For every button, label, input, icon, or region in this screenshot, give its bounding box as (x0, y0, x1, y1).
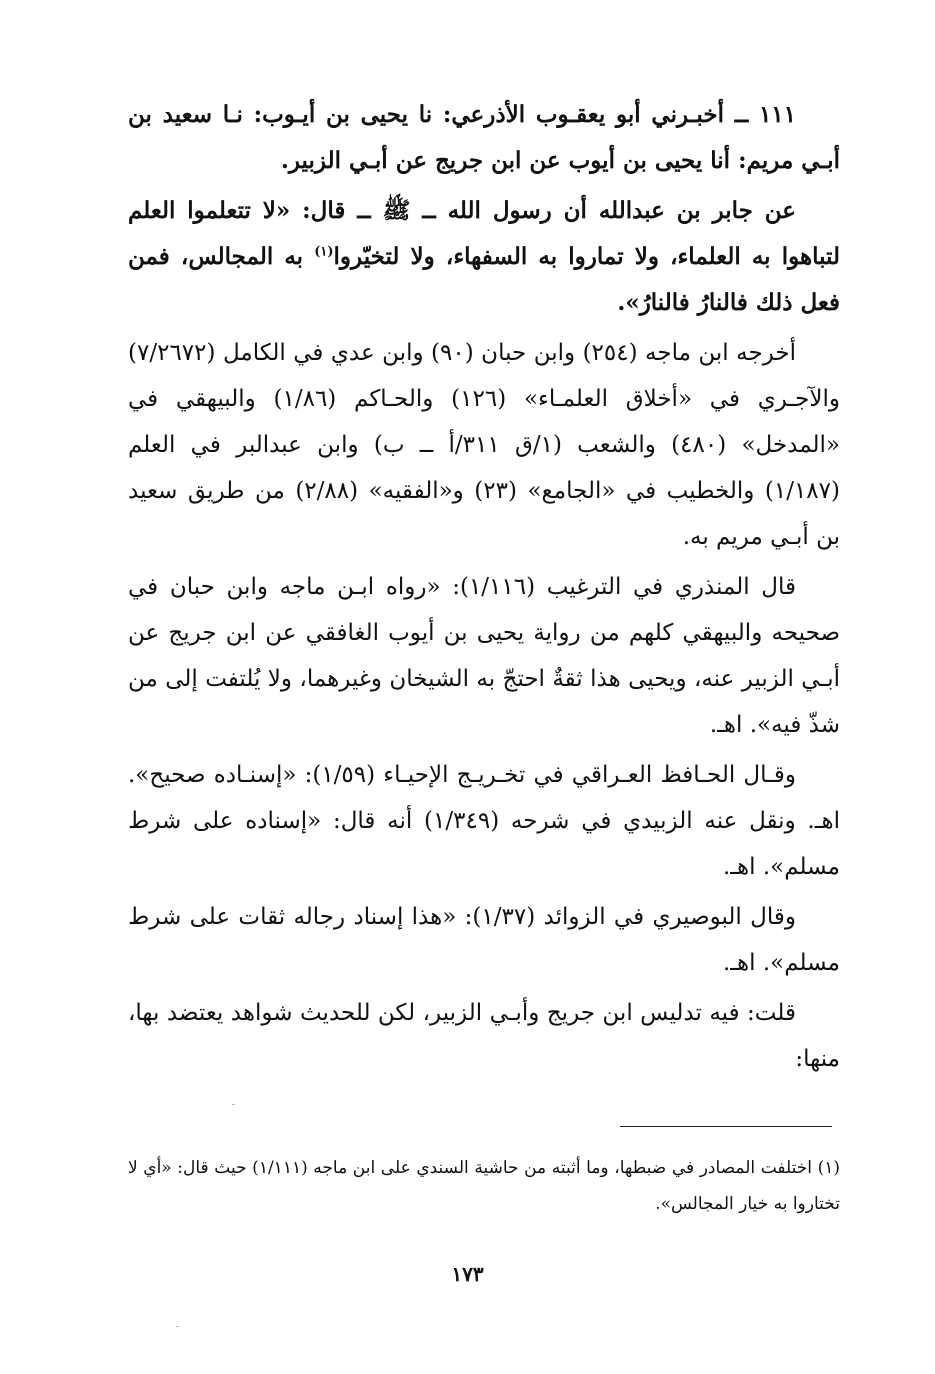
takhrij-paragraph: أخرجه ابن ماجه (٢٥٤) وابن حبان (٩٠) وابن عدي في الكامل (٧/٢٦٧٢) والآجـري في «أخلاق العلمـاء» (١٢٦) والحـاكم (١/٨٦) والبيهقي في «المدخل» (٤٨٠) والشعب (١/ق ٣١١/أ ــ ب) وابن عبدالبر في العلم (١/١٨٧) والخطيب في «الجامع» (٢٣) و«الفقيه» (٢/٨٨) من طريق سعيد بن أبـي مريم به. (128, 340, 840, 550)
hadith-matn-text-end: به المجالس، فمن فعل ذلك فالنارُ فالنارُ». (128, 243, 840, 316)
footnote-divider (620, 1126, 832, 1127)
page-number: ١٧٣ (451, 1262, 484, 1286)
hadith-matn-text: عن جابر بن عبدالله أن رسول الله ــ ﷺ ــ قال: «لا تتعلموا العلم لتباهوا به العلماء، ولا تماروا به السفهاء، ولا لتخيّروا (128, 197, 840, 270)
scan-speck (232, 1104, 235, 1105)
takhrij-paragraph: وقـال الحـافظ العـراقي في تخـريـج الإحيـاء (١/٥٩): «إسنـاده صحيح». اهـ. ونقل عنه الزبيدي في شرحه (١/٣٤٩) أنه قال: «إسناده على شرط مسلم». اهـ. (128, 762, 840, 880)
takhrij-paragraph: قلت: فيه تدليس ابن جريج وأبـي الزبير، لكن للحديث شواهد يعتضد بها، منها: (128, 1000, 840, 1072)
hadith-matn (128, 188, 840, 326)
hadith-isnad: ١١١ ــ أخبـرني أبو يعقـوب الأذرعي: نا يحيى بن أيـوب: نـا سعيد بن أبـي مريم: أنا يحيى بن أيوب عن ابن جريج عن أبـي الزبير. (128, 101, 840, 174)
takhrij-paragraph: قال المنذري في الترغيب (١/١١٦): «رواه ابـن ماجه وابن حبان في صحيحه والبيهقي كلهم من رواية يحيى بن أيوب الغافقي عن ابن جريج عن أبـي الزبير عنه، ويحيى هذا ثقةٌ احتجّ به الشيخان وغيرهما، ولا يُلتفت إلى من شذّ فيه». اهـ. (128, 574, 840, 738)
takhrij-paragraph: وقال البوصيري في الزوائد (١/٣٧): «هذا إسناد رجاله ثقات على شرط مسلم». اهـ. (128, 904, 840, 976)
footnote-reference: (١) (314, 244, 334, 260)
scan-speck (176, 1326, 179, 1327)
page-body (128, 92, 840, 1086)
footnote: (١) اختلفت المصادر في ضبطها، وما أثبته من حاشية السندي على ابن ماجه (١/١١١) حيث قال: «أي لا تختاروا به خيار المجالس». (128, 1158, 840, 1214)
